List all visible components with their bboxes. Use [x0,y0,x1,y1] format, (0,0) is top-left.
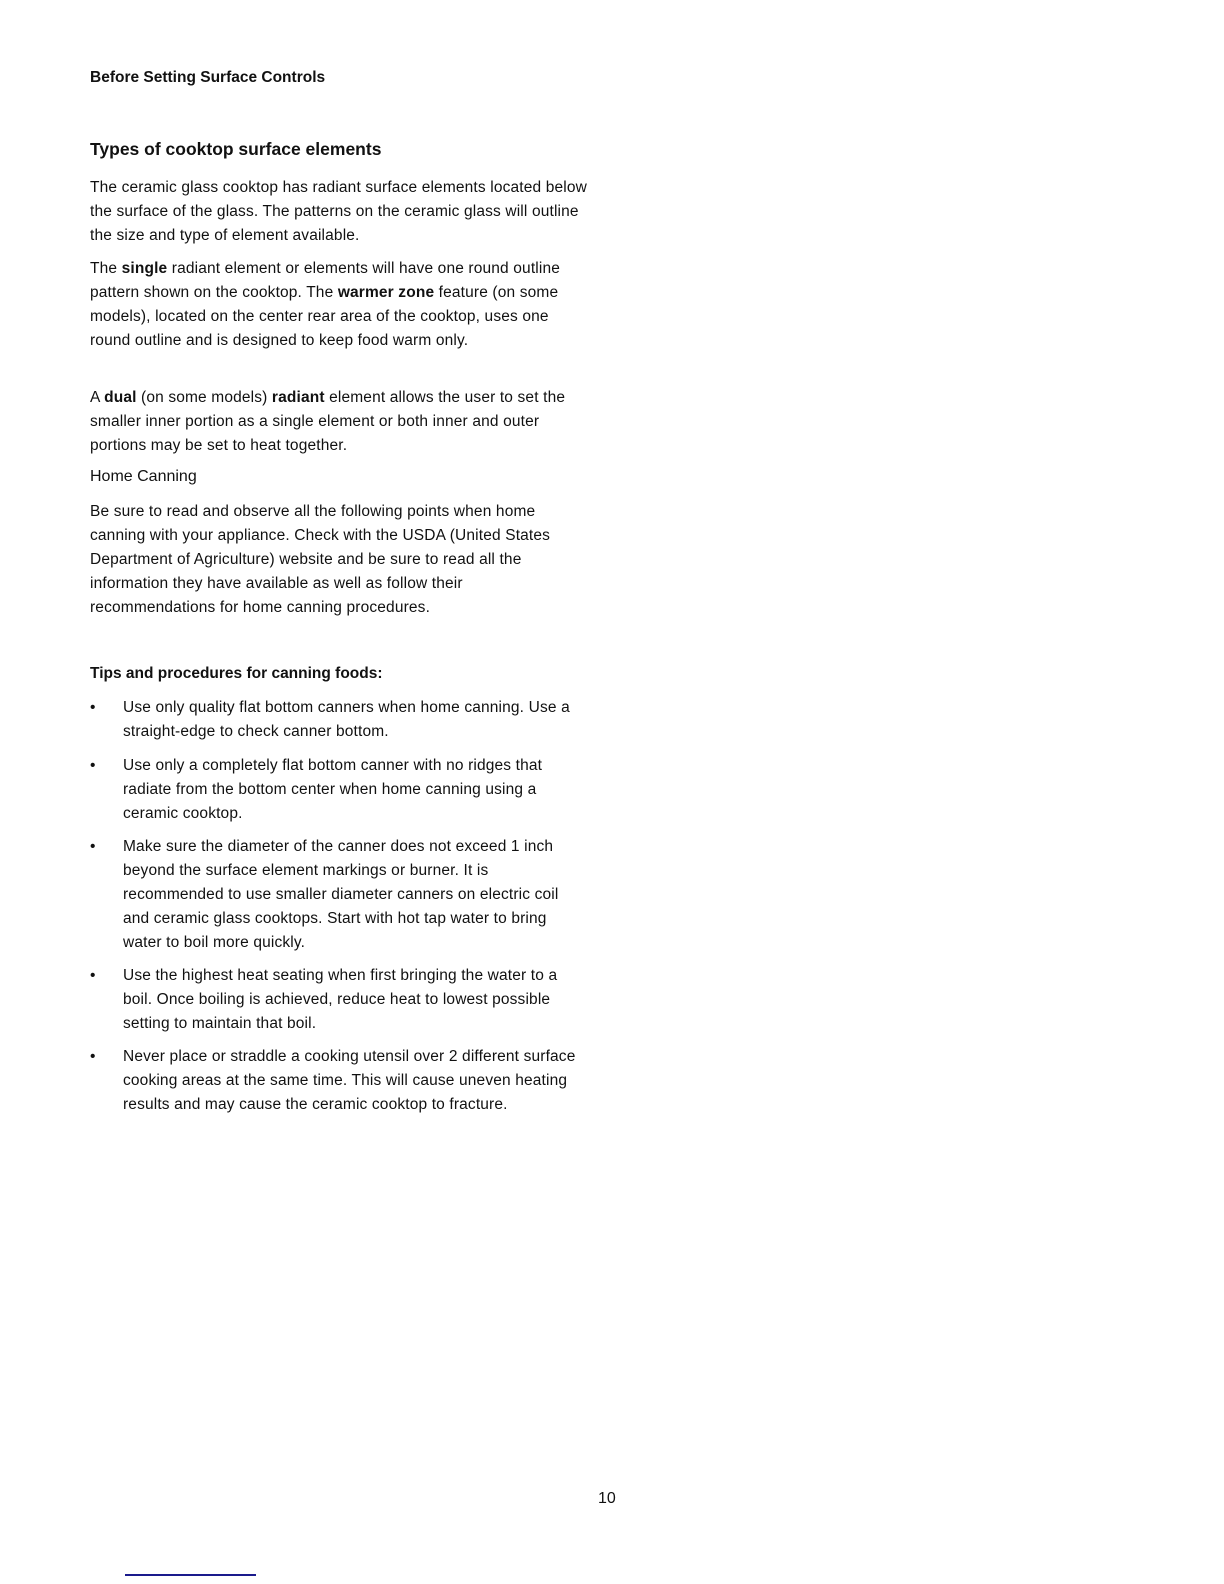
text: radiant element or elements will have one round outline pattern shown on the cooktop. The [90,260,561,301]
bullet-icon: • [90,757,96,774]
text: The [90,260,122,277]
home-canning-paragraph [90,500,588,620]
home-canning-title: Home Canning [90,468,197,485]
bullet-icon: • [90,838,96,855]
list-item-text: Use only a completely flat bottom canner with no ridges that radiate from the bottom center when home canning using a ceramic cooktop. [123,757,543,822]
paragraph-dual-element [90,386,588,458]
paragraph-text: The ceramic glass cooktop has radiant surface elements located below the surface of the glass. The patterns on the ceramic glass will outline the size and type of element available. [90,179,587,244]
text: feature (on some models), located on the center rear area of the cooktop, uses one round outline and is designed to keep food warm only. [90,284,559,349]
text: element allows the user to set the smaller inner portion as a single element or both inner and outer portions may be set to heat together. [90,389,566,454]
list-item [90,1045,588,1117]
paragraph-single-element [90,257,588,353]
text: (on some models) [136,389,272,406]
paragraph-ceramic-glass [90,176,588,248]
bold-term: radiant [271,389,325,406]
list-item [90,696,588,744]
page-header: Before Setting Surface Controls [90,69,326,86]
text: A [90,389,105,406]
paragraph-text: Be sure to read and observe all the following points when home canning with your appliance. Check with the USDA (United States Department of Agriculture) website and be sure to read all the information they have available as well as follow their recommendations for home canning procedures. [90,503,551,616]
section-title: Types of cooktop surface elements [90,139,382,159]
list-item-text: Never place or straddle a cooking utensil over 2 different surface cooking areas at the same time. This will cause uneven heating results and may cause the ceramic cooktop to fracture. [123,1048,576,1113]
list-item [90,754,588,826]
tips-title: Tips and procedures for canning foods: [90,665,383,682]
list-item [90,964,588,1036]
list-item-text: Use only quality flat bottom canners when home canning. Use a straight-edge to check canner bottom. [123,699,570,740]
footer-rule [125,1574,256,1576]
bullet-icon: • [90,967,96,984]
page-number: 10 [598,1490,616,1507]
bold-term: dual [104,389,137,406]
bold-term: single [121,260,168,277]
bullet-icon: • [90,1048,96,1065]
list-item-text: Make sure the diameter of the canner does not exceed 1 inch beyond the surface element markings or burner. It is recommended to use smaller diameter canners on electric coil and ceramic glass cooktops. Start with hot tap water to bring water to boil more quickly. [123,838,559,951]
bullet-icon: • [90,699,96,716]
bold-term: warmer zone [337,284,435,301]
list-item [90,835,588,955]
list-item-text: Use the highest heat seating when first bringing the water to a boil. Once boiling is achieved, reduce heat to lowest possible setting to maintain that boil. [123,967,558,1032]
